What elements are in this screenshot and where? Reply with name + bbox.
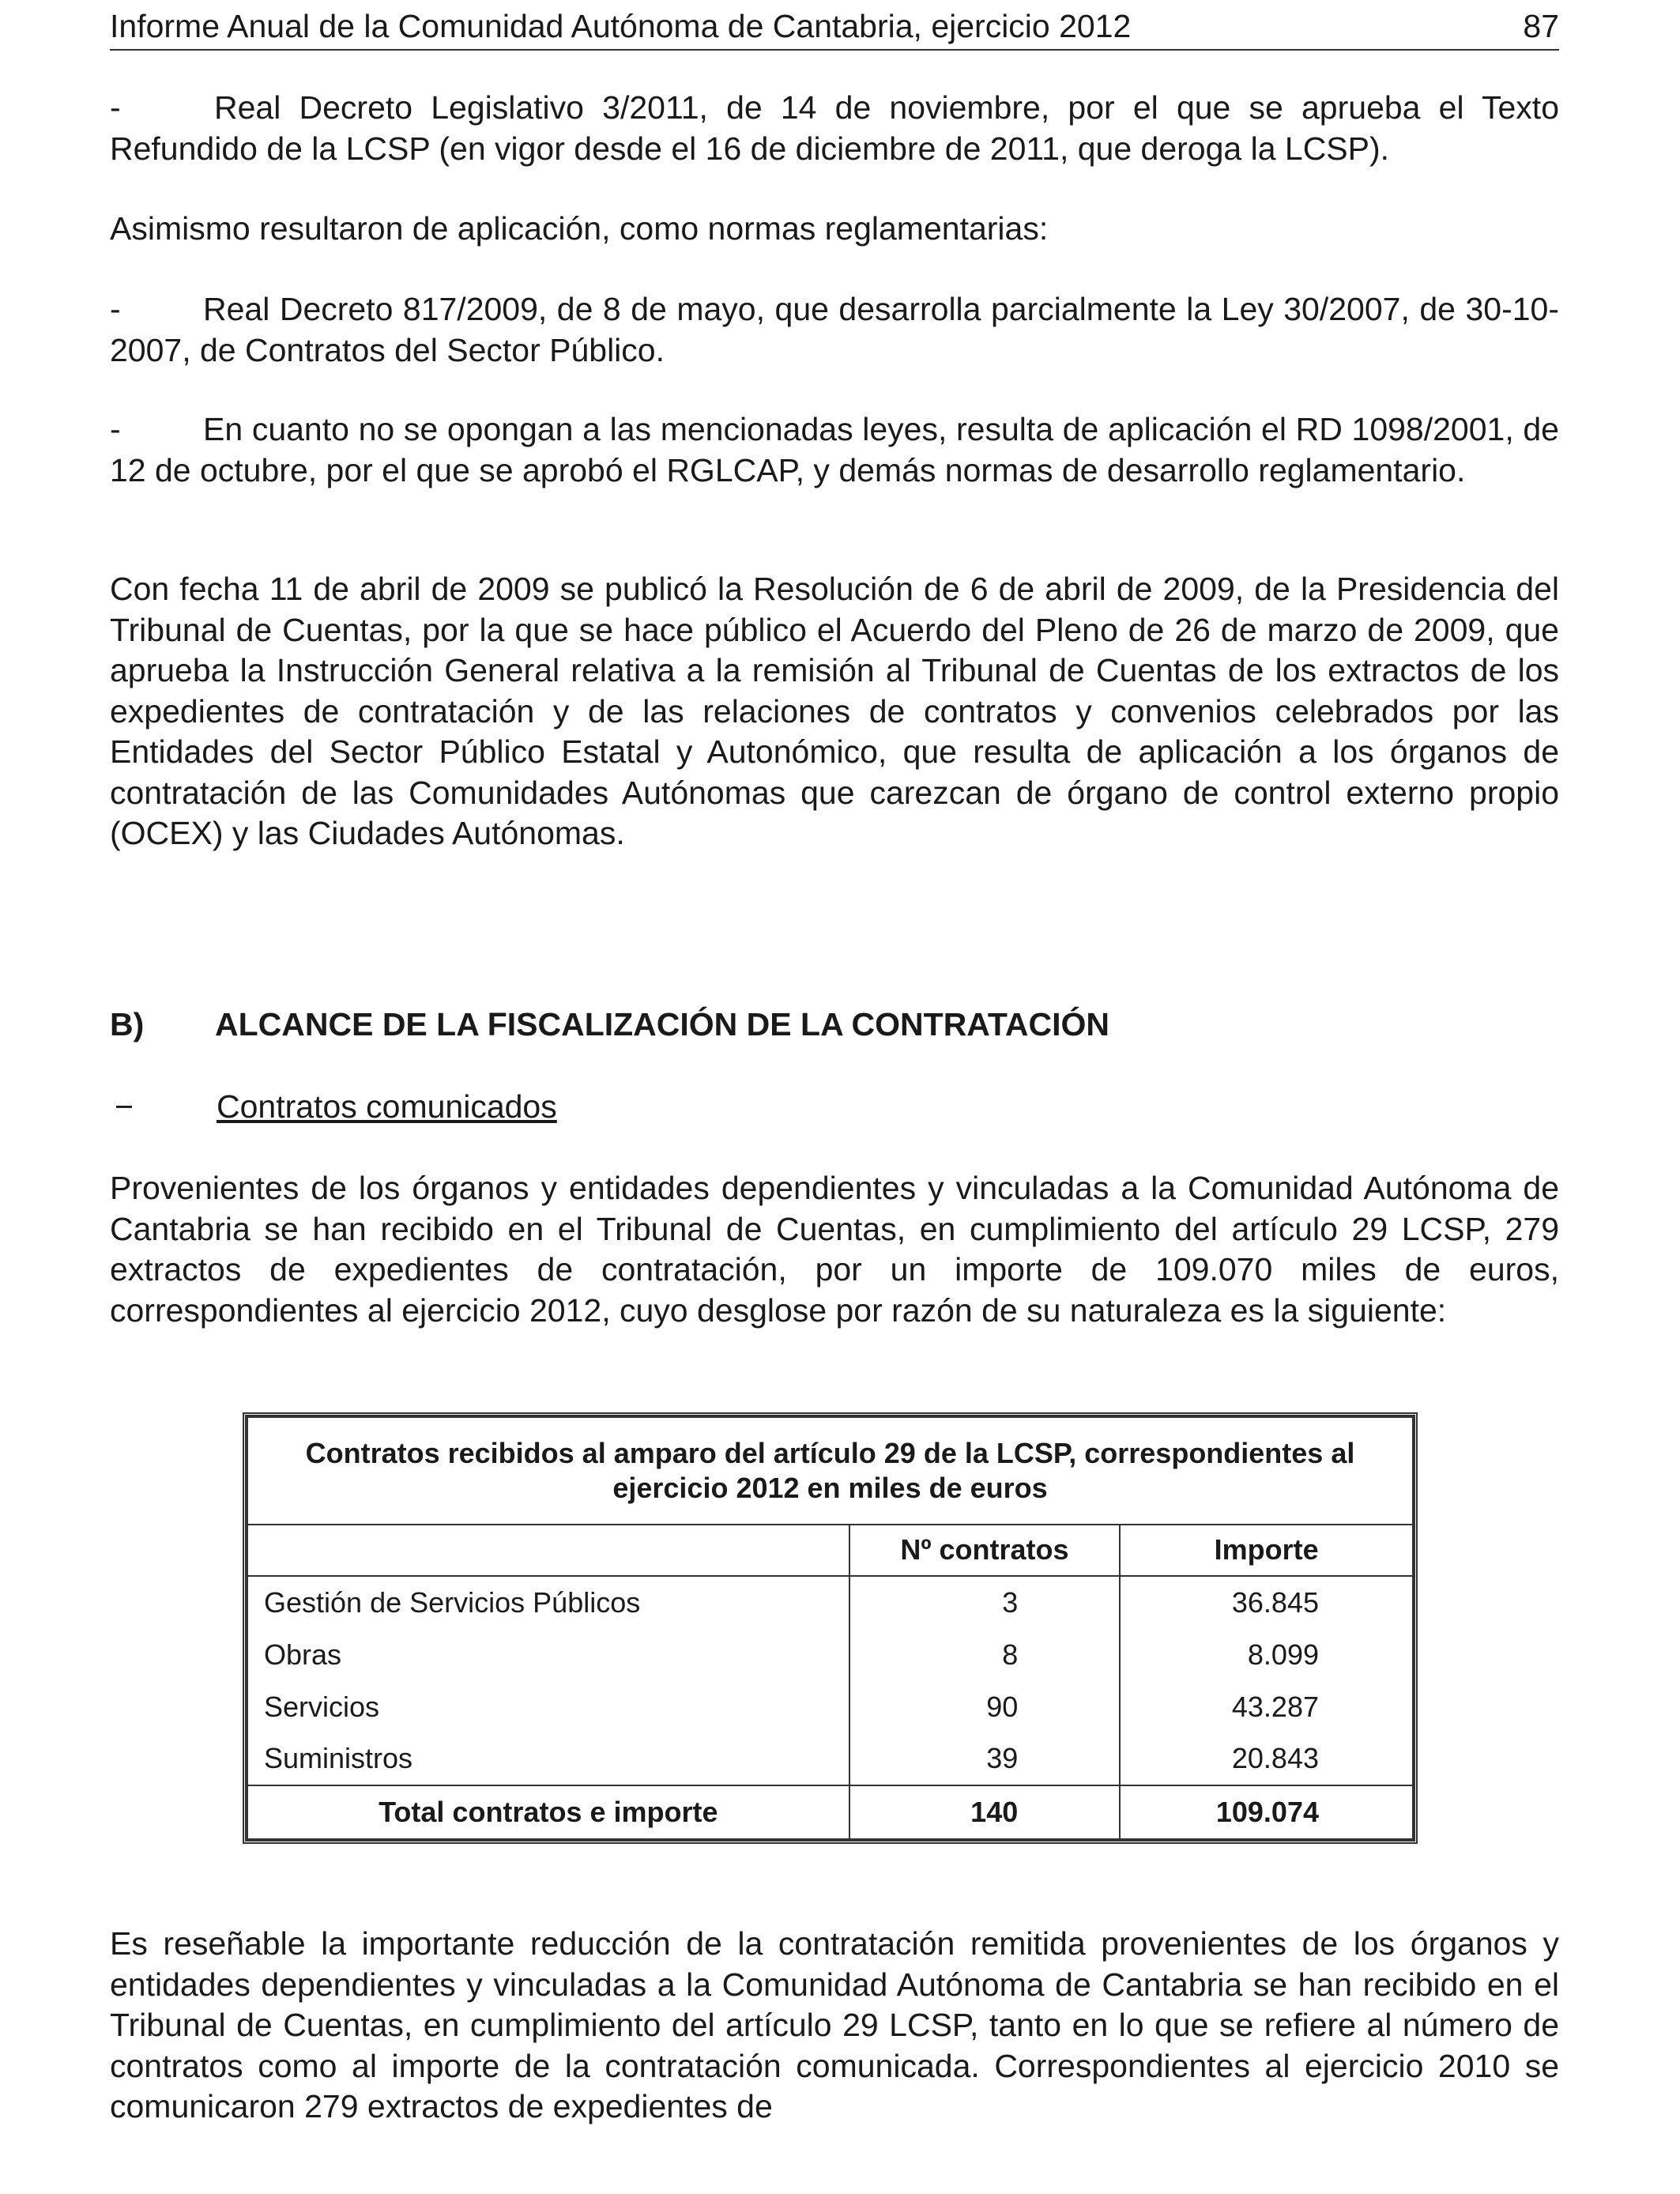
list-dash: - (110, 291, 121, 327)
page-header (110, 5, 1559, 51)
column-header-count: Nº contratos (849, 1525, 1121, 1577)
row-count: 90 (849, 1681, 1121, 1733)
row-label: Obras (247, 1629, 849, 1681)
paragraph-text: Real Decreto 817/2009, de 8 de mayo, que desarrolla parcialmente la Ley 30/2007, de 30-10-2007, de Contratos del Sector Público. (110, 291, 1559, 368)
row-label: Gestión de Servicios Públicos (247, 1576, 849, 1629)
paragraph-reduccion-contratacion: Es reseñable la importante reducción de la contratación remitida provenientes de los órganos y entidades dependientes y vinculadas a la Comunidad Autónoma de Cantabria se han recibido en el Tribunal de Cuentas, en cumplimiento del artículo 29 LCSP, tanto en lo que se refiere al número de contratos como al importe de la contratación comunicada. Correspondientes al ejercicio 2010 se comunicaron 279 extractos de expedientes de (110, 1925, 1559, 2124)
paragraph-contratos-comunicados: Provenientes de los órganos y entidades dependientes y vinculadas a la Comunidad Autónoma de Cantabria se han recibido en el Tribunal de Cuentas, en cumplimiento del artículo 29 LCSP, 279 extractos de expedientes de contratación, por un importe de 109.070 miles de euros, correspondientes al ejercicio 2012, cuyo desglose por razón de su naturaleza es la siguiente: (110, 1170, 1559, 1329)
paragraph-rdl-3-2011 (110, 88, 1559, 169)
list-dash: - (110, 411, 121, 447)
row-amount: 8.099 (1120, 1629, 1413, 1681)
total-amount: 109.074 (1120, 1785, 1413, 1839)
subsection-title: Contratos comunicados (217, 1088, 557, 1125)
row-count: 3 (849, 1576, 1121, 1629)
list-dash: - (110, 89, 121, 126)
paragraph-rd-817-2009 (110, 289, 1559, 371)
subsection-marker: − (115, 1088, 134, 1125)
column-header-amount: Importe (1120, 1525, 1413, 1577)
table-row (247, 1576, 1413, 1629)
paragraph-rglcap (110, 409, 1559, 491)
table-caption: Contratos recibidos al amparo del artículo 29 de la LCSP, correspondientes al ejercicio 2012 en miles de euros (247, 1417, 1413, 1525)
row-amount: 36.845 (1120, 1576, 1413, 1629)
paragraph-text: Real Decreto Legislativo 3/2011, de 14 de noviembre, por el que se aprueba el Texto Refundido de la LCSP (en vigor desde el 16 de diciembre de 2011, que deroga la LCSP). (110, 89, 1559, 167)
table-total-row (247, 1785, 1413, 1839)
row-count: 8 (849, 1629, 1121, 1681)
table-row (247, 1681, 1413, 1733)
row-label: Suministros (247, 1732, 849, 1785)
total-count: 140 (849, 1785, 1121, 1839)
row-amount: 20.843 (1120, 1732, 1413, 1785)
contracts-table (243, 1412, 1418, 1844)
paragraph-text: En cuanto no se opongan a las mencionadas leyes, resulta de aplicación el RD 1098/2001, de 12 de octubre, por el que se aprobó el RGLCAP, y demás normas de desarrollo reglamentario. (110, 411, 1559, 488)
header-title: Informe Anual de la Comunidad Autónoma de Cantabria, ejercicio 2012 (110, 8, 1132, 44)
paragraph-resolucion-2009: Con fecha 11 de abril de 2009 se publicó la Resolución de 6 de abril de 2009, de la Presidencia del Tribunal de Cuentas, por la que se hace público el Acuerdo del Pleno de 26 de marzo de 2009, que aprueba la Instrucción General relativa a la remisión al Tribunal de Cuentas de los extractos de los expedientes de contratación y de las relaciones de contratos y convenios celebrados por las Entidades del Sector Público Estatal y Autonómico, que resulta de aplicación a los órganos de contratación de las Comunidades Autónomas que carezcan de órgano de control externo propio (OCEX) y las Ciudades Autónomas. (110, 571, 1559, 851)
paragraph-normas-reglamentarias: Asimismo resultaron de aplicación, como normas reglamentarias: (110, 210, 1049, 247)
row-amount: 43.287 (1120, 1681, 1413, 1733)
table-row (247, 1732, 1413, 1785)
total-label: Total contratos e importe (247, 1785, 849, 1839)
row-count: 39 (849, 1732, 1121, 1785)
column-header (247, 1525, 849, 1577)
page-number: 87 (1523, 8, 1559, 44)
row-label: Servicios (247, 1681, 849, 1733)
table-row (247, 1629, 1413, 1681)
section-title: ALCANCE DE LA FISCALIZACIÓN DE LA CONTRATACIÓN (215, 1006, 1109, 1042)
section-letter: B) (110, 1006, 145, 1042)
